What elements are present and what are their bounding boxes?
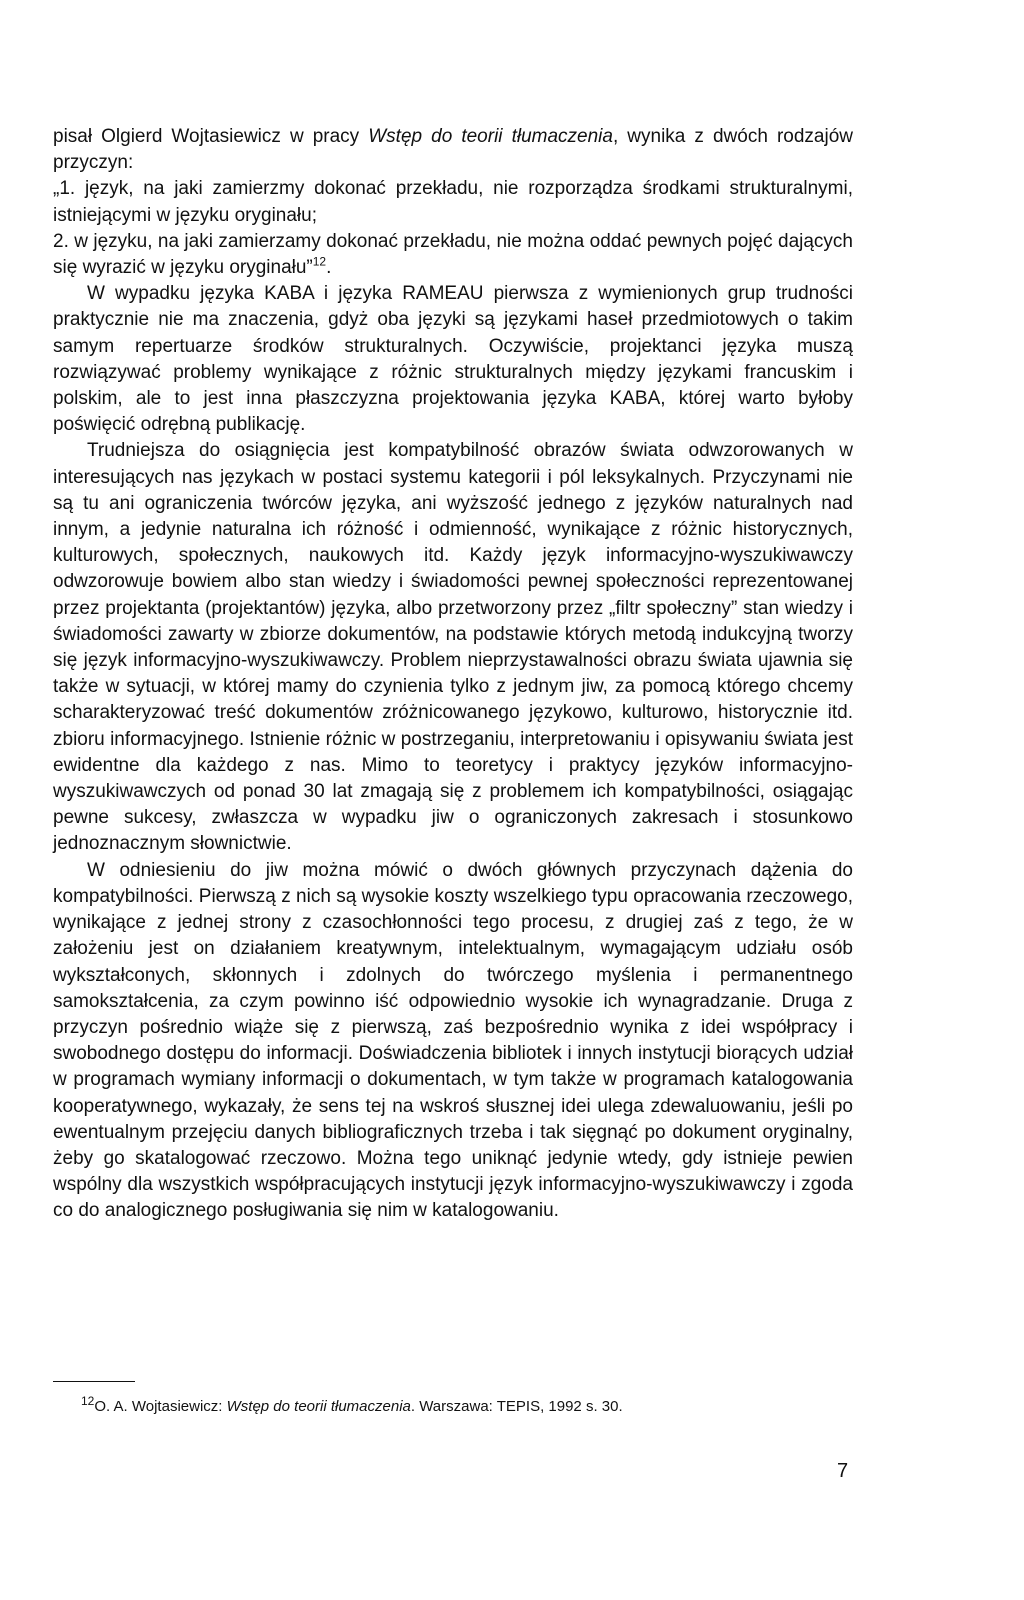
text-span: „1. język, na jaki zamierzmy dokonać przekładu, nie rozporządza środkami strukturalnymi, istniejącymi w języku oryginału; [53,178,853,226]
footnote-title: Wstęp do teorii tłumaczenia [226,1398,411,1415]
paragraph [53,229,853,281]
footnote-number: 12 [81,1394,95,1408]
text-span: Trudniejsza do osiągnięcia jest kompatybilność obrazów świata odwzorowanych w interesujących nas językach w postaci systemu kategorii i pól leksykalnych. Przyczynami nie są tu ani ograniczenia twórców języka, ani wyższość jednego z języków naturalnych nad innym, a jedynie naturalna ich różność i odmienność, wynikające z różnic historycznych, kulturowych, społecznych, naukowych itd. Każdy język informacyjno-wyszukiwawczy odwzorowuje bowiem albo stan wiedzy i świadomości pewnej społeczności reprezentowanej przez projektanta (projektantów) języka, albo przetworzony przez „filtr społeczny” stan wiedzy i świadomości zawarty w zbiorze dokumentów, na podstawie których metodą indukcyjną tworzy się język informacyjno-wyszukiwawczy. Problem nieprzystawalności obrazu świata ujawnia się także w sytuacji, w której mamy do czynienia tylko z jednym jiw, za pomocą którego chcemy scharakteryzować treść dokumentów zróżnicowanego językowo, kulturowo, historycznie itd. zbioru informacyjnego. Istnienie różnic w postrzeganiu, interpretowaniu i opisywaniu świata jest ewidentne dla każdego z nas. Mimo to teoretycy i praktycy języków informacyjno-wyszukiwawczych od ponad 30 lat zmagają się z problemem ich kompatybilności, osiągając pewne sukcesy, zwłaszcza w wypadku jiw o ograniczonych zakresach i stosunkowo jednoznacznym słownictwie. [53,440,853,855]
footnote [81,1394,623,1417]
paragraph [53,438,853,857]
footnote-reference: 12 [312,254,327,269]
paragraph [53,124,853,176]
paragraph [53,281,853,438]
footnote-divider [53,1381,135,1382]
text-span: 2. w języku, na jaki zamierzamy dokonać przekładu, nie można oddać pewnych pojęć dających się wyrazić w języku oryginału” [53,230,853,279]
body-text [53,124,853,1225]
text-span: . [326,257,332,279]
text-span: W wypadku języka KABA i języka RAMEAU pierwsza z wymienionych grup trudności praktycznie nie ma znaczenia, gdyż oba języki są językami haseł przedmiotowych o takim samym repertuarze środków strukturalnych. Oczywiście, projektanci języka muszą rozwiązywać problemy wynikające z różnic strukturalnych między językami francuskim i polskim, ale to jest inna płaszczyzna projektowania języka KABA, której warto byłoby poświęcić odrębną publikację. [53,283,853,436]
paragraph [53,176,853,228]
footnote-author: O. A. Wojtasiewicz: [94,1398,227,1415]
footnote-rest: . Warszawa: TEPIS, 1992 s. 30. [410,1398,623,1415]
italic-text: Wstęp do teorii tłumaczenia [368,126,613,147]
text-span: pisał Olgierd Wojtasiewicz w pracy [53,126,369,147]
document-page [53,124,854,1415]
page-number: 7 [837,1460,849,1482]
paragraph [53,858,853,1225]
text-span: W odniesieniu do jiw można mówić o dwóch głównych przyczynach dążenia do kompatybilności. Pierwszą z nich są wysokie koszty wszelkiego typu opracowania rzeczowego, wynikające z jednej strony z czasochłonności tego procesu, z drugiej zaś z tego, że w założeniu jest on działaniem kreatywnym, intelektualnym, wymagającym udziału osób wykształconych, skłonnych i zdolnych do twórczego myślenia i permanentnego samokształcenia, za czym powinno iść odpowiednio wysokie ich wynagradzanie. Druga z przyczyn pośrednio wiąże się z pierwszą, zaś bezpośrednio wynika z idei współpracy i swobodnego dostępu do informacji. Doświadczenia bibliotek i innych instytucji biorących udział w programach wymiany informacji o dokumentach, w tym także w programach katalogowania kooperatywnego, wykazały, że sens tej na wskroś słusznej idei ulega zdewaluowaniu, jeśli po ewentualnym przejęciu danych bibliograficznych trzeba i tak sięgnąć po dokument oryginalny, żeby go skatalogować rzeczowo. Można tego uniknąć jedynie wtedy, gdy istnieje pewien wspólny dla wszystkich współpracujących instytucji język informacyjno-wyszukiwawczy i zgoda co do analogicznego posługiwania się nim w katalogowaniu. [53,859,853,1222]
text-span: , wynika z dwóch rodzajów przyczyn: [53,126,854,174]
